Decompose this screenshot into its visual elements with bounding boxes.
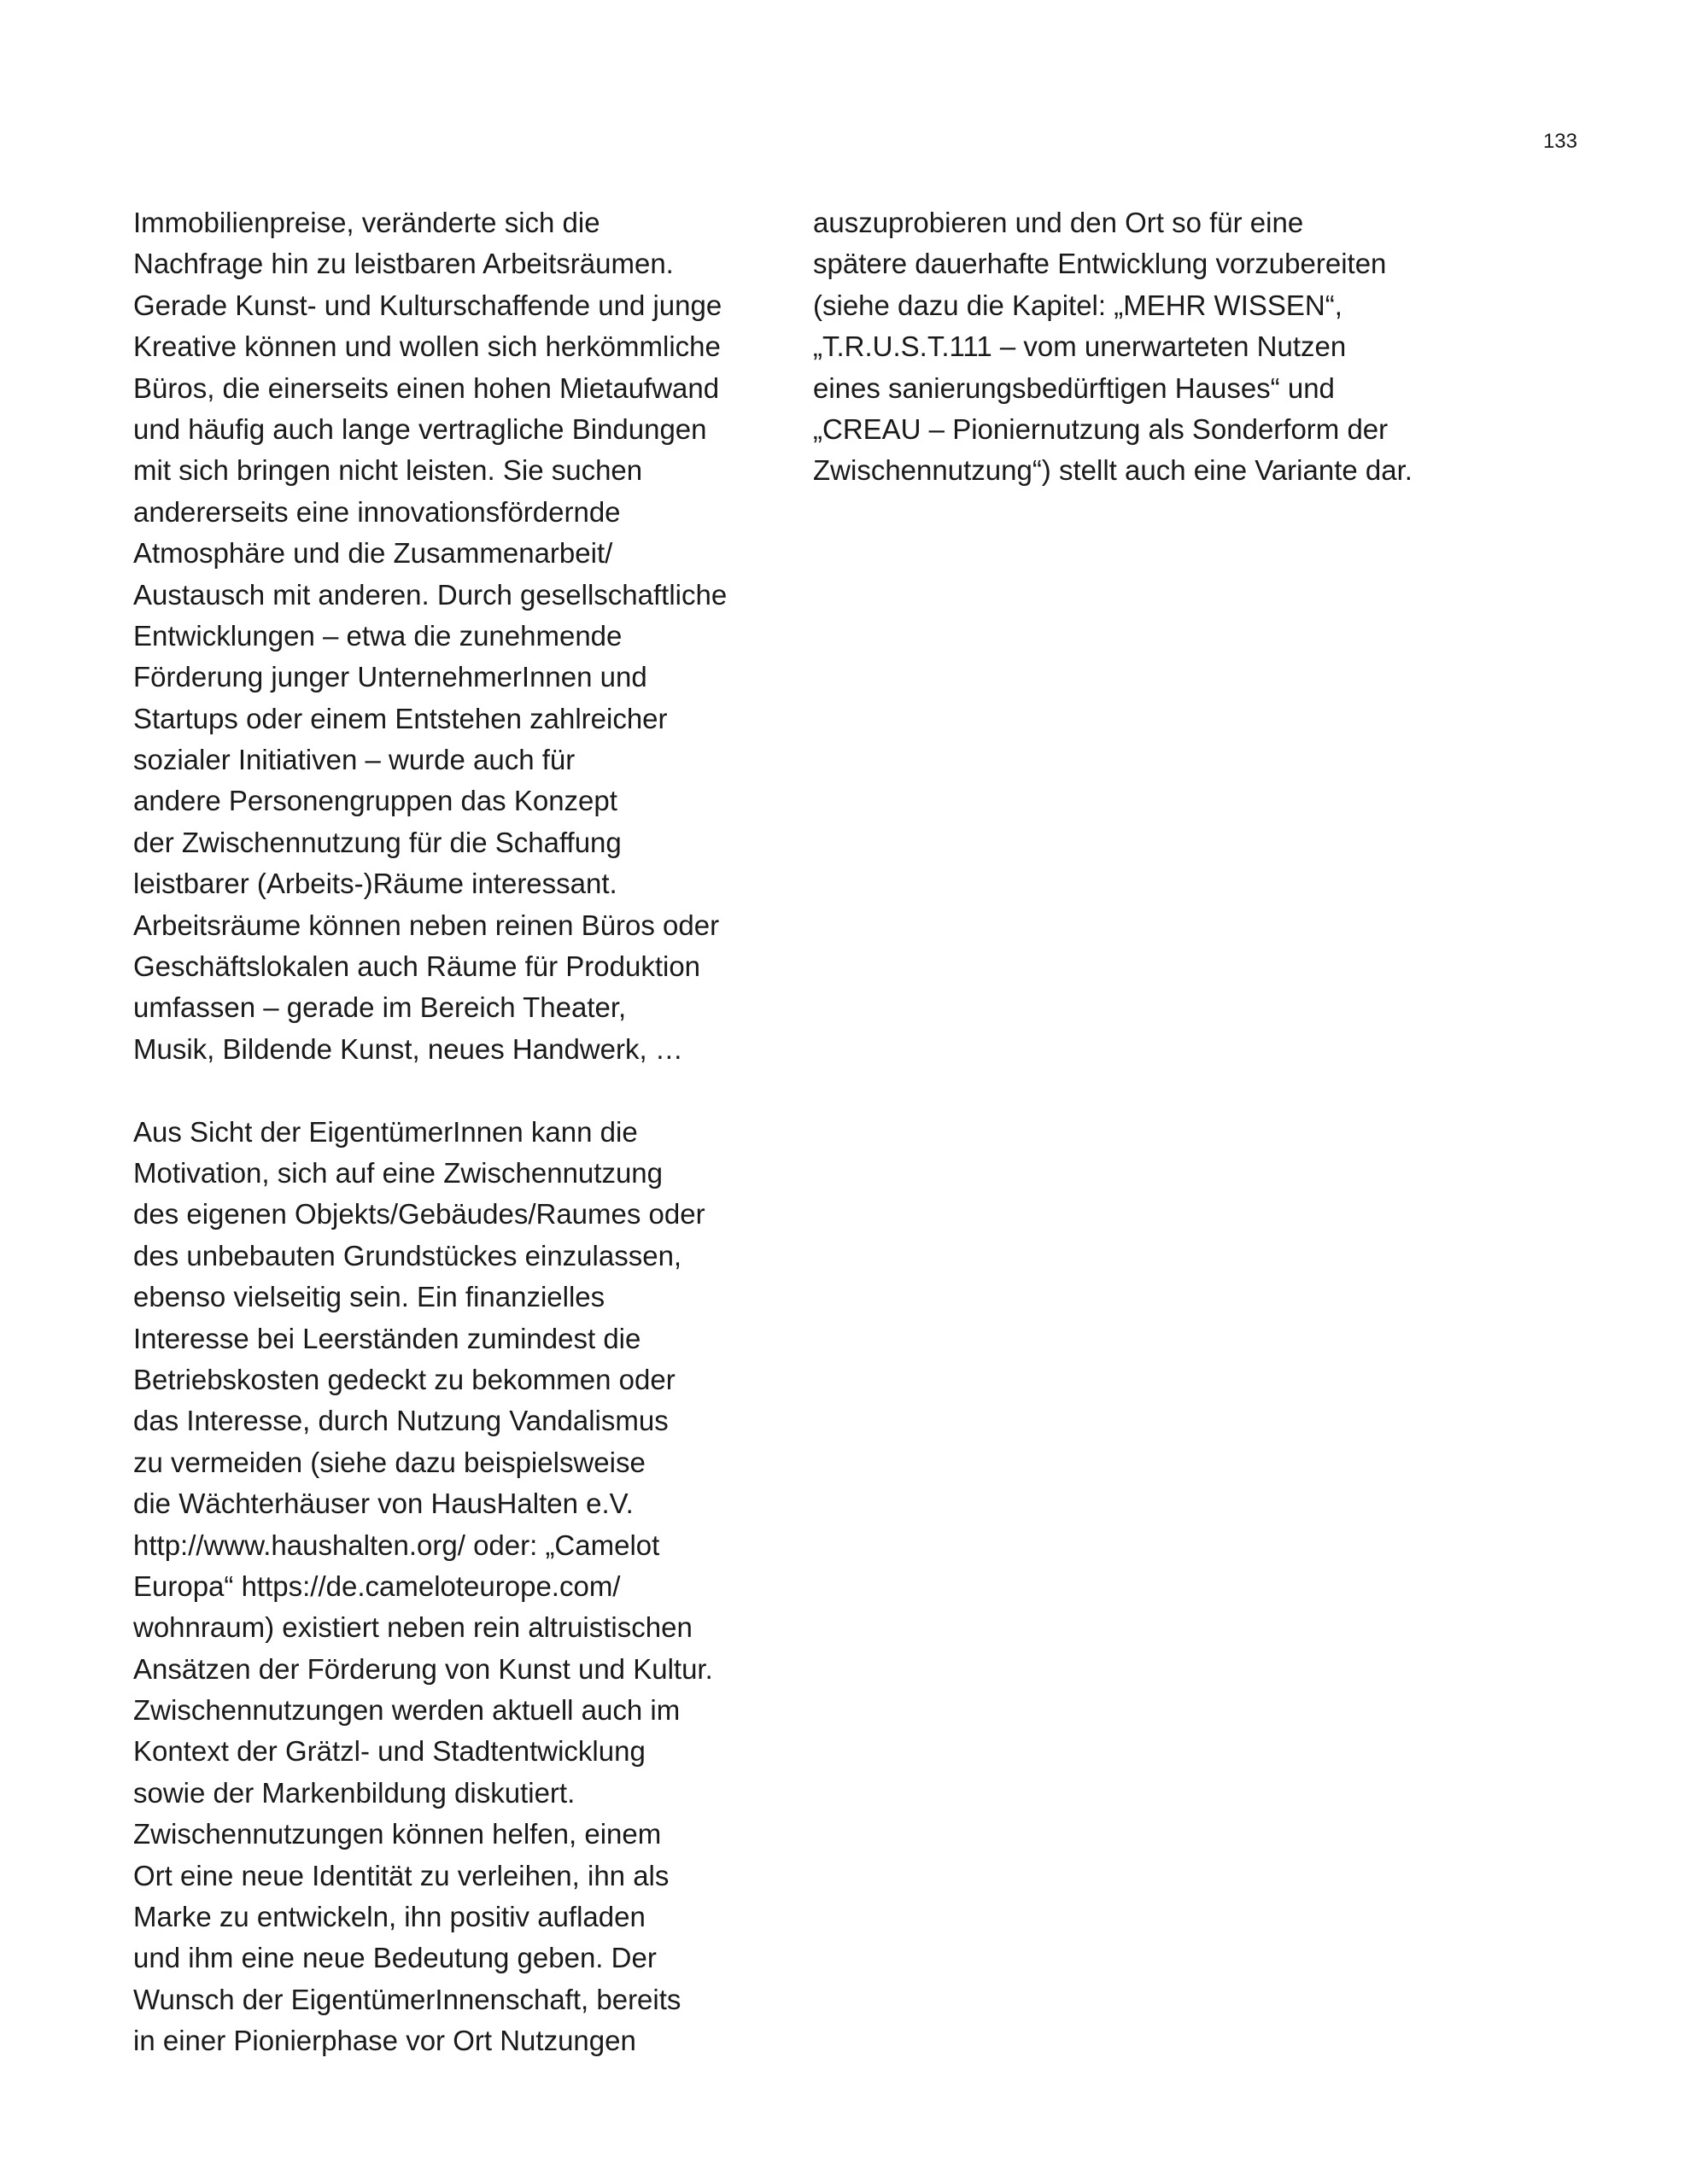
page-number: 133: [1542, 130, 1577, 153]
text-line: Kreative können und wollen sich herkömmliche: [133, 330, 721, 363]
text-line: Förderung junger UnternehmerInnen und: [133, 661, 647, 693]
text-line: Atmosphäre und die Zusammenarbeit/: [133, 537, 613, 570]
text-line: Nachfrage hin zu leistbaren Arbeitsräumen.: [133, 248, 674, 280]
text-line: Wunsch der EigentümerInnenschaft, bereits: [133, 1983, 681, 2015]
text-line: Zwischennutzungen können helfen, einem: [133, 1818, 662, 1850]
text-line: Kontext der Grätzl- und Stadtentwicklung: [133, 1735, 646, 1768]
text-line: des eigenen Objekts/Gebäudes/Raumes oder: [133, 1198, 705, 1230]
text-line: Büros, die einerseits einen hohen Mietaufwand: [133, 371, 720, 404]
text-line: eines sanierungsbedürftigen Hauses“ und: [813, 371, 1335, 404]
text-line: „T.R.U.S.T.111 – vom unerwarteten Nutzen: [813, 330, 1347, 363]
text-line: umfassen – gerade im Bereich Theater,: [133, 991, 627, 1024]
text-line: Immobilienpreise, veränderte sich die: [133, 207, 600, 238]
text-line: [133, 1070, 727, 1111]
text-line: und häufig auch lange vertragliche Bindungen: [133, 412, 707, 445]
text-line: sozialer Initiativen – wurde auch für: [133, 744, 576, 776]
text-line: des unbebauten Grundstückes einzulassen,: [133, 1239, 682, 1271]
text-line: Arbeitsräume können neben reinen Büros oder: [133, 909, 720, 941]
text-line: der Zwischennutzung für die Schaffung: [133, 826, 622, 858]
text-line: Marke zu entwickeln, ihn positiv aufladen: [133, 1901, 646, 1933]
text-line: die Wächterhäuser von HausHalten e.V.: [133, 1488, 634, 1520]
text-line: das Interesse, durch Nutzung Vandalismus: [133, 1405, 669, 1437]
text-line: Austausch mit anderen. Durch gesellschaftliche: [133, 578, 728, 611]
text-line: Betriebskosten gedeckt zu bekommen oder: [133, 1363, 676, 1395]
left-text-column: [133, 202, 727, 2062]
text-line: http://www.haushalten.org/ oder: „Camelot: [133, 1529, 660, 1561]
text-line: Aus Sicht der EigentümerInnen kann die: [133, 1115, 638, 1148]
text-line: leistbarer (Arbeits-)Räume interessant.: [133, 868, 617, 900]
text-line: (siehe dazu die Kapitel: „MEHR WISSEN“,: [813, 289, 1342, 321]
text-line: in einer Pionierphase vor Ort Nutzungen: [133, 2025, 636, 2057]
text-line: andererseits eine innovationsfördernde: [133, 495, 621, 528]
text-line: Zwischennutzung“) stellt auch eine Variante dar.: [813, 454, 1413, 487]
text-line: und ihm eine neue Bedeutung geben. Der: [133, 1942, 657, 1974]
text-line: Europa“ https://de.cameloteurope.com/: [133, 1570, 621, 1602]
text-line: Interesse bei Leerständen zumindest die: [133, 1322, 641, 1354]
text-line: zu vermeiden (siehe dazu beispielsweise: [133, 1446, 646, 1478]
text-line: andere Personengruppen das Konzept: [133, 785, 617, 817]
text-line: Entwicklungen – etwa die zunehmende: [133, 619, 623, 652]
right-text-column: [813, 202, 1413, 492]
text-line: sowie der Markenbildung diskutiert.: [133, 1776, 576, 1809]
text-line: Ort eine neue Identität zu verleihen, ihn als: [133, 1859, 670, 1891]
text-line: spätere dauerhafte Entwicklung vorzubereiten: [813, 248, 1387, 280]
text-line: wohnraum) existiert neben rein altruistischen: [133, 1611, 693, 1644]
text-line: mit sich bringen nicht leisten. Sie suchen: [133, 454, 643, 487]
text-line: „CREAU – Pioniernutzung als Sonderform der: [813, 412, 1389, 445]
text-line: Ansätzen der Förderung von Kunst und Kultur.: [133, 1652, 713, 1685]
text-line: Musik, Bildende Kunst, neues Handwerk, …: [133, 1032, 683, 1065]
text-line: auszuprobieren und den Ort so für eine: [813, 207, 1304, 238]
text-line: Geschäftslokalen auch Räume für Produktion: [133, 950, 701, 983]
text-line: Startups oder einem Entstehen zahlreicher: [133, 702, 668, 734]
text-line: ebenso vielseitig sein. Ein finanzielles: [133, 1281, 605, 1313]
text-line: Zwischennutzungen werden aktuell auch im: [133, 1694, 681, 1727]
text-line: Gerade Kunst- und Kulturschaffende und junge: [133, 289, 722, 321]
text-line: Motivation, sich auf eine Zwischennutzung: [133, 1156, 664, 1189]
